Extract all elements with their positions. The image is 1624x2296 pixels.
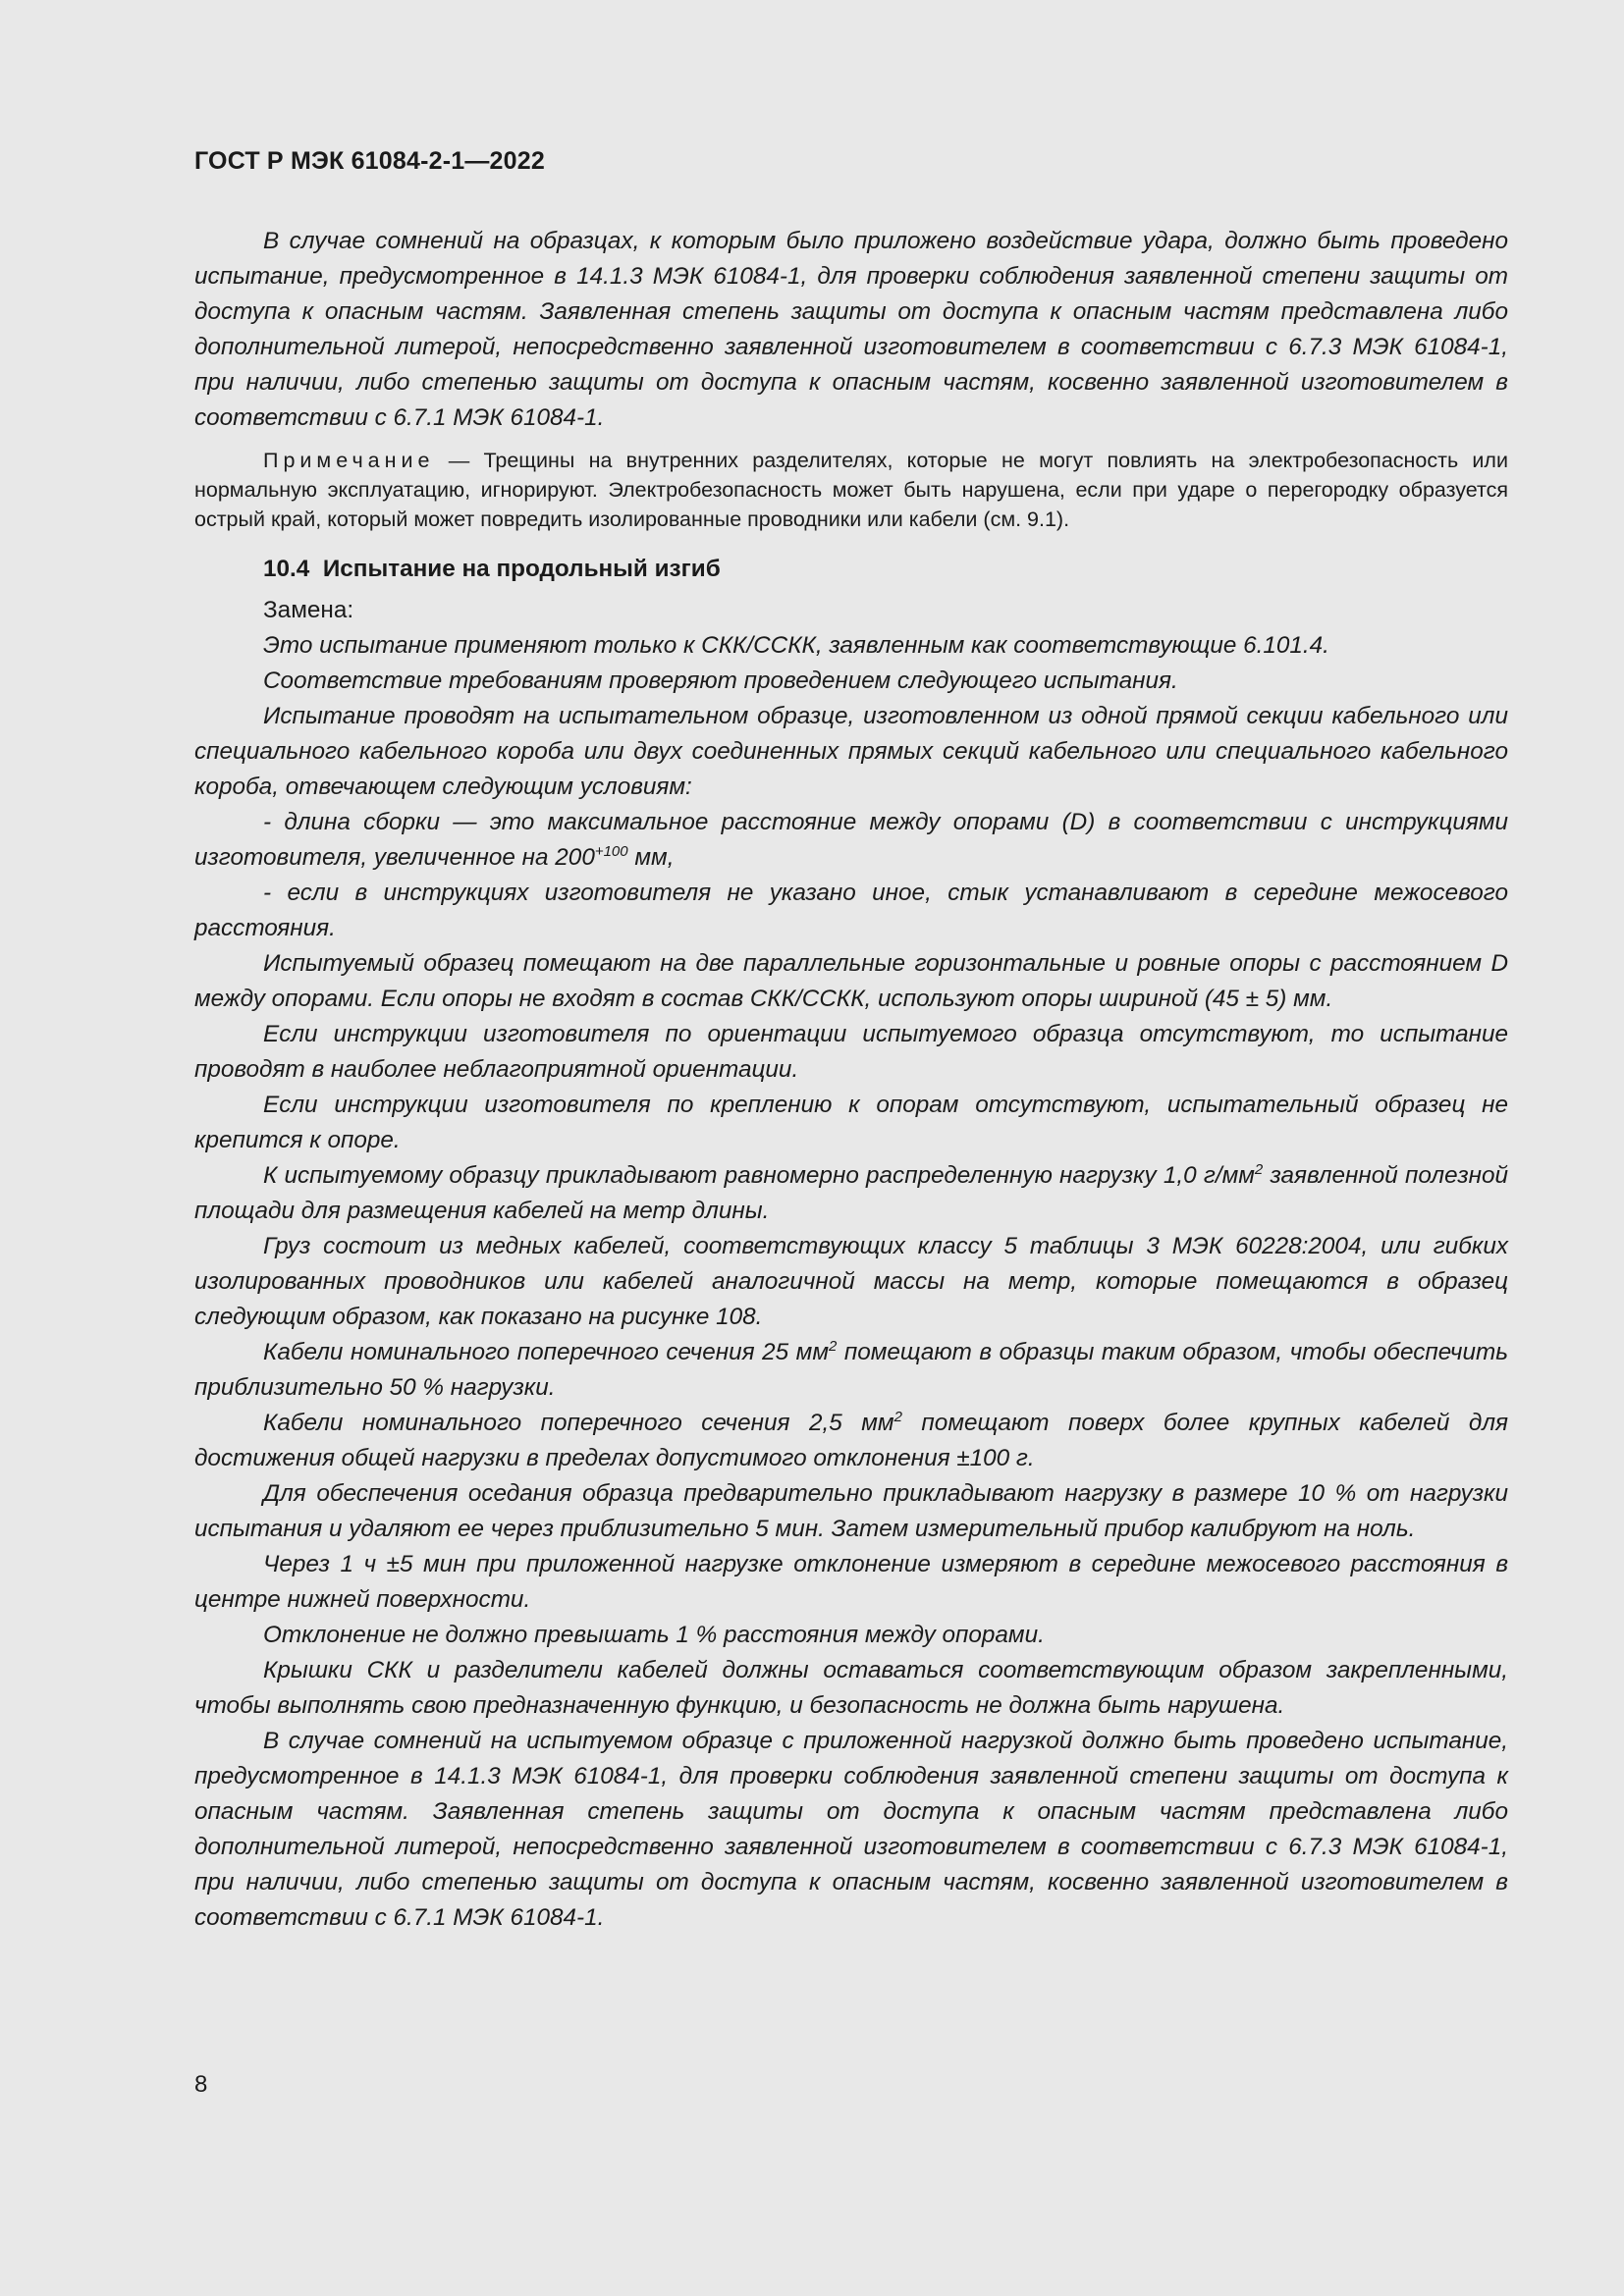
list-item-text: - длина сборки — это максимальное расстояние между опорами (D) в соответствии с инструкциями изготовителя, увеличенное на 200 [194,809,1508,871]
list-item: - если в инструкциях изготовителя не указано иное, стык устанавливают в середине межосевого расстояния. [194,880,1508,941]
superscript: 2 [1254,1161,1264,1178]
paragraph: В случае сомнений на испытуемом образце с приложенной нагрузкой должно быть проведено испытание, предусмотренное в 14.1.3 МЭК 61084-1, для проверки соблюдения заявленной степени защиты от доступа к опасным частям. Заявленная степень защиты от доступа к опасным частям представлена либо дополнительной литерой, непосредственно заявленной изготовителем в соответствии с 6.7.3 МЭК 61084-1, при наличии, либо степенью защиты от доступа к опасным частям, косвенно заявленной изготовителем в соответствии с 6.7.1 МЭК 61084-1. [194,1728,1508,1931]
paragraph-text: К испытуемому образцу прикладывают равномерно распределенную нагрузку 1,0 г/мм [263,1162,1255,1189]
paragraph [194,1335,1508,1406]
note-text: — Трещины на внутренних разделителях, которые не могут повлиять на электробезопасность или нормальную эксплуатацию, игнорируют. Электробезопасность может быть нарушена, если при ударе о перегородку образуется острый край, который может повредить изолированные проводники или кабели (см. 9.1). [194,449,1508,531]
paragraph: Испытуемый образец помещают на две параллельные горизонтальные и ровные опоры с расстоянием D между опорами. Если опоры не входят в состав СКК/ССКК, используют опоры шириной (45 ± 5) мм. [194,950,1508,1012]
paragraph-text: заявленной полезной площади для размещения кабелей на метр длины. [194,1162,1509,1224]
paragraph: Для обеспечения оседания образца предварительно прикладывают нагрузку в размере 10 % от нагрузки испытания и удаляют ее через приблизительно 5 мин. Затем измерительный прибор калибруют на ноль. [194,1480,1508,1542]
intro-paragraph: В случае сомнений на образцах, к которым было приложено воздействие удара, должно быть проведено испытание, предусмотренное в 14.1.3 МЭК 61084-1, для проверки соблюдения заявленной степени защиты от доступа к опасным частям. Заявленная степень защиты от доступа к опасным частям представлена либо дополнительной литерой, непосредственно заявленной изготовителем в соответствии с 6.7.3 МЭК 61084-1, при наличии, либо степенью защиты от доступа к опасным частям, косвенно заявленной изготовителем в соответствии с 6.7.1 МЭК 61084-1. [194,228,1508,431]
list-item-text: мм, [627,844,675,871]
paragraph: Отклонение не должно превышать 1 % расстояния между опорами. [263,1622,1045,1648]
list-item [194,805,1508,876]
paragraph: Через 1 ч ±5 мин при приложенной нагрузке отклонение измеряют в середине межосевого расстояния в центре нижней поверхности. [194,1551,1508,1613]
superscript: +100 [594,843,628,860]
paragraph-text: помещают в образцы таким образом, чтобы обеспечить приблизительно 50 % нагрузки. [194,1339,1508,1401]
paragraph: Это испытание применяют только к СКК/ССКК, заявленным как соответствующие 6.101.4. [263,632,1329,659]
note-paragraph [194,446,1508,534]
paragraph-text: Кабели номинального поперечного сечения 25 мм [263,1339,829,1365]
paragraph: Если инструкции изготовителя по креплению к опорам отсутствуют, испытательный образец не крепится к опоре. [194,1092,1508,1153]
superscript: 2 [829,1338,838,1355]
paragraph: Если инструкции изготовителя по ориентации испытуемого образца отсутствуют, то испытание проводят в наиболее неблагоприятной ориентации. [194,1021,1508,1083]
section-title: Испытание на продольный изгиб [322,556,721,582]
section-heading [194,552,1508,587]
paragraph: Груз состоит из медных кабелей, соответствующих классу 5 таблицы 3 МЭК 60228:2004, или гибких изолированных проводников или кабелей аналогичной массы на метр, которые помещаются в образец следующим образом, как показано на рисунке 108. [194,1233,1508,1330]
note-label: Примечание [263,449,435,472]
replace-label: Замена: [263,597,354,623]
paragraph: Испытание проводят на испытательном образце, изготовленном из одной прямой секции кабельного или специального кабельного короба или двух соединенных прямых секций кабельного или специального кабельного короба, отвечающем следующим условиям: [194,703,1508,800]
section-number: 10.4 [263,556,310,582]
superscript: 2 [893,1409,902,1425]
paragraph: Крышки СКК и разделители кабелей должны оставаться соответствующим образом закрепленными, чтобы выполнять свою предназначенную функцию, и безопасность не должна быть нарушена. [194,1657,1508,1719]
paragraph [194,1406,1508,1476]
paragraph-text: Кабели номинального поперечного сечения 2,5 мм [263,1410,894,1436]
paragraph [194,1158,1508,1229]
page-content [194,224,1508,1936]
document-header: ГОСТ Р МЭК 61084-2-1—2022 [194,147,545,175]
paragraph-text: помещают поверх более крупных кабелей для достижения общей нагрузки в пределах допустимого отклонения ±100 г. [194,1410,1508,1471]
page-number: 8 [194,2071,208,2098]
paragraph: Соответствие требованиям проверяют проведением следующего испытания. [263,667,1178,694]
